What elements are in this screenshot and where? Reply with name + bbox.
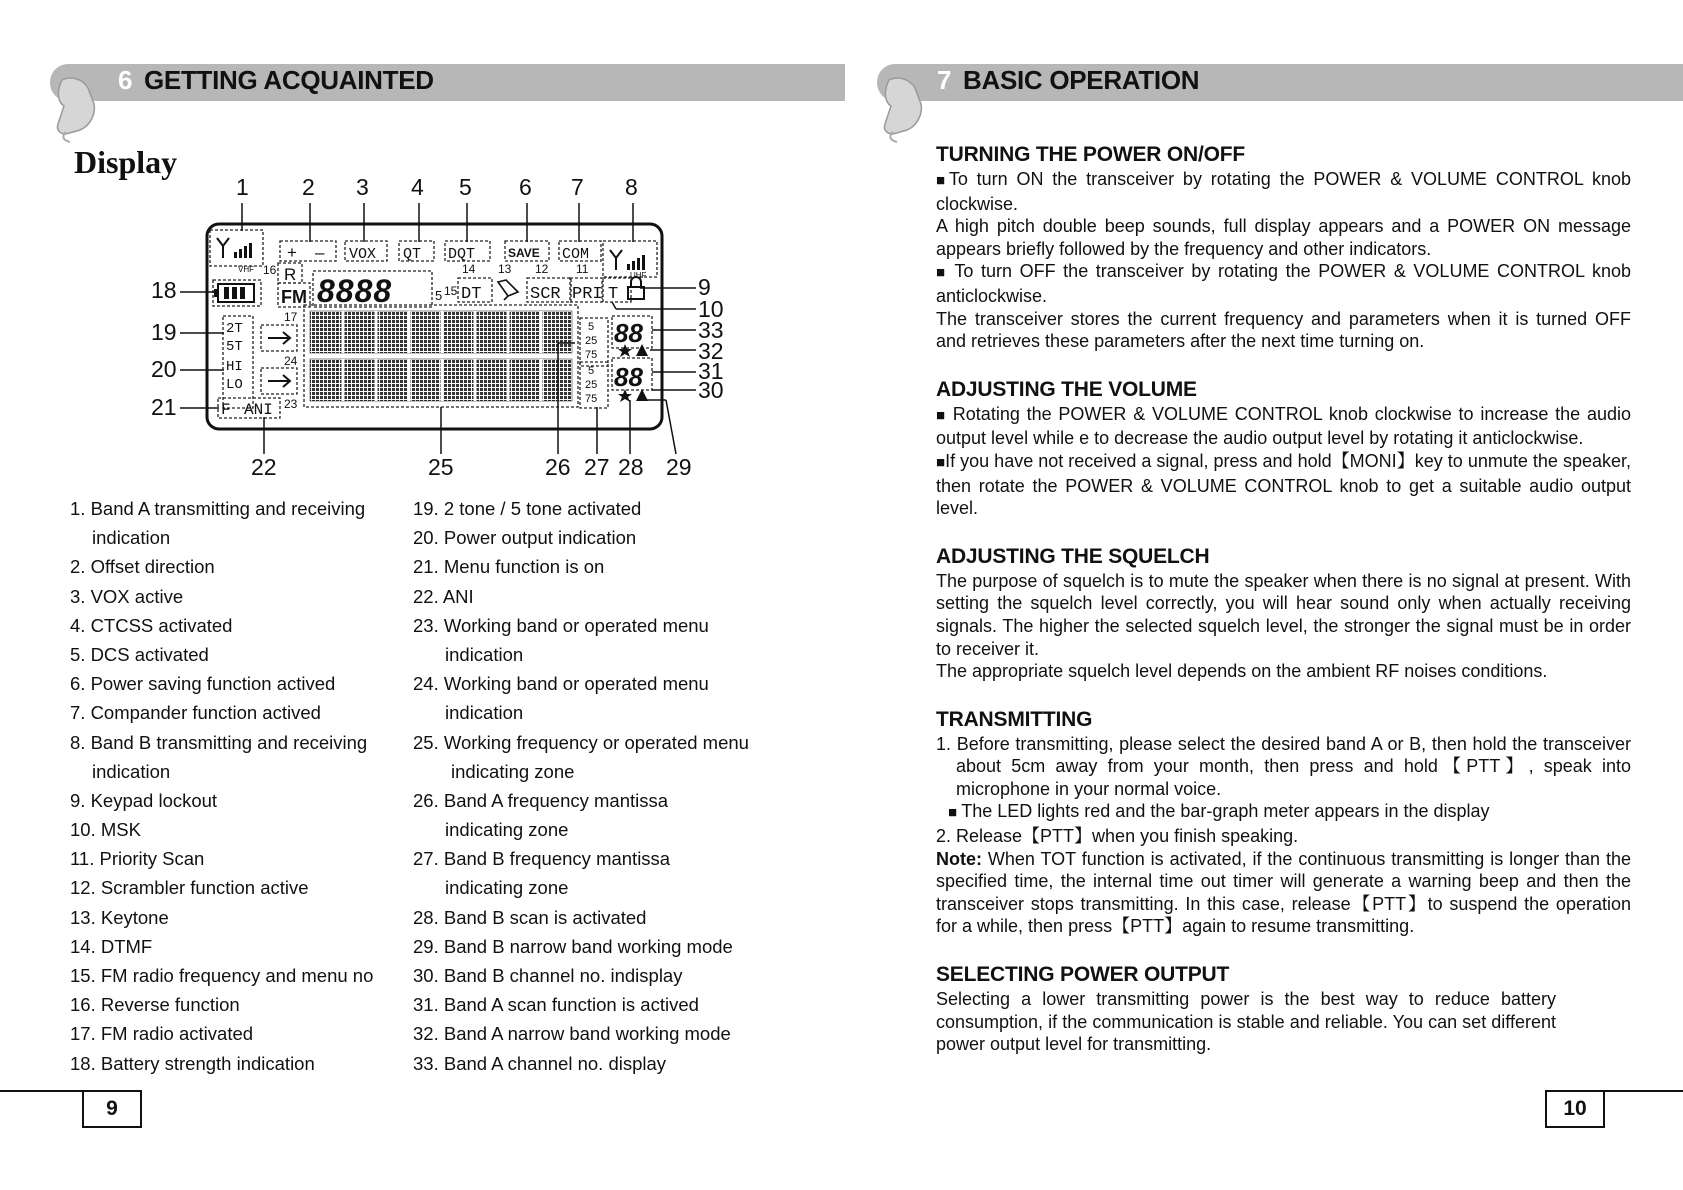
callout-30: 30: [698, 377, 724, 403]
legend-item: 7. Compander function actived: [70, 702, 321, 724]
heading-power-output: SELECTING POWER OUTPUT: [936, 963, 1230, 987]
lcd-mant1-5: 5: [588, 321, 595, 333]
transmit-p2: ■ The LED lights red and the bar-graph meter appears in the display: [948, 801, 1490, 822]
inner-num-15: 15: [444, 284, 458, 298]
battery-icon: [214, 284, 254, 302]
legend-item: 9. Keypad lockout: [70, 789, 218, 811]
legend-item: 18. Battery strength indication: [70, 1052, 315, 1074]
lcd-five-label: 5: [435, 288, 443, 303]
lcd-ch-b-digits: 88: [614, 362, 643, 392]
legend-item: 4. CTCSS activated: [70, 614, 233, 636]
lcd-dt-label: DT: [461, 285, 482, 304]
legend-item: 5. DCS activated: [70, 643, 209, 665]
lcd-minus-label: –: [315, 243, 325, 262]
callout-29: 29: [666, 454, 692, 480]
lcd-fm-label: FM: [281, 287, 307, 307]
page-number: 9: [82, 1090, 142, 1128]
inner-num-24: 24: [284, 354, 298, 368]
inner-num-12: 12: [535, 262, 549, 276]
power-p4: The transceiver stores the current frequency and parameters when it is turned OFF and retrieves these parameters after the next time turning on.: [936, 308, 1631, 352]
heading-power: TURNING THE POWER ON/OFF: [936, 143, 1246, 166]
callout-19: 19: [151, 319, 177, 345]
lcd-hi-label: HI: [226, 359, 243, 375]
legend-item: 8. Band B transmitting and receiving: [70, 731, 368, 753]
lcd-scr-label: SCR: [530, 285, 561, 304]
section-title: BASIC OPERATION: [963, 65, 1200, 95]
lcd-5t-label: 5T: [226, 339, 243, 355]
callout-1: 1: [236, 174, 249, 200]
squelch-p1: The purpose of squelch is to mute the speaker when there is no signal at present. With setting the squelch level correctly, you will hear sound only when actually receiving signals. The higher the selected squelch level, the stronger the signal must be in order to receiver it.: [936, 570, 1631, 659]
legend-item: 10. MSK: [70, 819, 141, 841]
callout-2: 2: [302, 174, 315, 200]
legend-item: 19. 2 tone / 5 tone activated: [413, 498, 642, 519]
inner-num-14: 14: [462, 262, 476, 276]
inner-num-23: 23: [284, 397, 298, 411]
legend-item: 20. Power output indication: [413, 527, 637, 549]
legend-item: 13. Keytone: [70, 906, 169, 928]
legend-item: 17. FM radio activated: [70, 1023, 254, 1045]
legend-item: indication: [445, 643, 524, 665]
lcd-2t-label: 2T: [226, 321, 243, 337]
transmit-p1: 1. Before transmitting, please select the desired band A or B, then hold the transceiver about 5cm away from your month, then press and hold【PTT】, speak into microphone in your normal voice.: [936, 733, 1631, 799]
right-page: [845, 0, 1683, 1190]
section-title: GETTING ACQUAINTED: [144, 65, 434, 95]
lcd-pri-label: PRI: [572, 285, 603, 304]
legend-item: 27. Band B frequency mantissa: [413, 848, 671, 870]
lcd-com-label: COM: [562, 246, 590, 263]
legend-item: 24. Working band or operated menu: [413, 673, 709, 695]
lcd-vox-label: VOX: [349, 246, 377, 263]
bullet-square-icon: ■: [936, 453, 946, 471]
footer-rule: [1601, 1090, 1683, 1092]
legend-item: 1. Band A transmitting and receiving: [70, 498, 366, 519]
heading-squelch: ADJUSTING THE SQUELCH: [936, 544, 1210, 568]
power-p3: ■ To turn OFF the transceiver by rotating the POWER & VOLUME CONTROL knob anticlockwise.: [936, 261, 1631, 306]
lcd-ch-a-digits: 88: [614, 318, 643, 348]
callout-25: 25: [428, 454, 454, 480]
legend-item: 31. Band A scan function is actived: [413, 994, 699, 1016]
lcd-mant2-25: 25: [585, 379, 598, 391]
bullet-square-icon: ■: [936, 406, 953, 424]
callout-28: 28: [618, 454, 644, 480]
callout-5: 5: [459, 174, 472, 200]
bullet-square-icon: ■: [936, 172, 949, 189]
legend-item: 11. Priority Scan: [70, 848, 205, 870]
lcd-uhf-label: UHF: [630, 271, 647, 280]
volume-p1: ■ Rotating the POWER & VOLUME CONTROL knob clockwise to increase the audio output level while e to decrease the audio output level by rotating it anticlockwise.: [936, 403, 1631, 449]
legend-item: indicating zone: [451, 760, 575, 782]
lcd-diagram: [0, 0, 845, 490]
callout-9: 9: [698, 274, 711, 300]
legend-item: indication: [92, 760, 171, 782]
callout-32: 32: [698, 338, 724, 364]
lcd-mant1-25: 25: [585, 335, 598, 347]
lcd-f-label: F: [221, 401, 231, 419]
section-number: 6: [118, 65, 133, 95]
lcd-save-label: SAVE: [508, 246, 540, 260]
legend-item: 14. DTMF: [70, 935, 153, 957]
hand-pointer-icon: [879, 74, 927, 144]
lcd-mant2-5: 5: [588, 365, 595, 377]
heading-transmitting: TRANSMITTING: [936, 707, 1093, 731]
transmit-note: Note: When TOT function is activated, if the continuous transmitting is longer than the specified time, the internal time out timer will generate a warning beep and then the transceiver stops transmitting. In this case, release【PTT】to suspend the operation for a while, then press【PTT】again to resume transmitting.: [936, 848, 1631, 937]
legend-item: 28. Band B scan is activated: [413, 906, 647, 928]
lcd-dqt-label: DQT: [448, 246, 476, 263]
lcd-digits: 8888: [317, 273, 393, 309]
bullet-square-icon: ■: [948, 804, 962, 822]
inner-num-17: 17: [284, 310, 298, 324]
callout-6: 6: [519, 174, 532, 200]
legend-item: indication: [92, 527, 171, 549]
legend-item: 29. Band B narrow band working mode: [413, 935, 733, 957]
footer-rule: [0, 1090, 82, 1092]
legend-item: 3. VOX active: [70, 585, 184, 607]
legend-item: 33. Band A channel no. display: [413, 1052, 667, 1074]
keytone-icon: [498, 280, 518, 300]
inner-num-16: 16: [263, 263, 277, 277]
inner-num-11: 11: [576, 262, 589, 276]
callout-10: 10: [698, 296, 724, 322]
legend-item: 26. Band A frequency mantissa: [413, 789, 669, 811]
squelch-p2: The appropriate squelch level depends on the ambient RF noises conditions.: [936, 661, 1548, 682]
callout-3: 3: [356, 174, 369, 200]
legend-list-left: [70, 494, 373, 1078]
lcd-plus-label: +: [287, 243, 297, 262]
volume-p2: ■If you have not received a signal, press and hold【MONI】key to unmute the speaker, then rotate the POWER & VOLUME CONTROL knob to get a suitable audio output level.: [936, 450, 1631, 519]
power-output-p1: Selecting a lower transmitting power is the best way to reduce battery consumption, if the communication is stable and reliable. You can set different power output level for transmitting.: [936, 989, 1556, 1055]
lcd-qt-label: QT: [403, 246, 422, 263]
legend-item: 2. Offset direction: [70, 556, 215, 578]
lcd-r-label: R: [284, 265, 297, 284]
lcd-vhf-label: VHF: [238, 265, 254, 274]
legend-list-right: [413, 494, 749, 1078]
legend-item: indicating zone: [445, 819, 569, 841]
legend-item: 32. Band A narrow band working mode: [413, 1023, 731, 1045]
lcd-lo-label: LO: [226, 377, 243, 393]
callout-26: 26: [545, 454, 571, 480]
power-p1: ■To turn ON the transceiver by rotating the POWER & VOLUME CONTROL knob clockwise.: [936, 169, 1631, 214]
callout-21: 21: [151, 394, 177, 420]
inner-num-13: 13: [498, 262, 512, 276]
power-p2: A high pitch double beep sounds, full display appears and a POWER ON message appears briefly followed by the frequency and other indicators.: [936, 216, 1631, 259]
callout-20: 20: [151, 356, 177, 382]
legend-item: 21. Menu function is on: [413, 556, 605, 578]
legend-item: 12. Scrambler function active: [70, 877, 309, 899]
page-number: 10: [1545, 1090, 1605, 1128]
callout-33: 33: [698, 317, 724, 343]
heading-volume: ADJUSTING THE VOLUME: [936, 377, 1197, 401]
transmit-p3: 2. Release【PTT】when you finish speaking.: [936, 826, 1299, 847]
legend-item: indication: [445, 702, 524, 724]
lcd-ani-label: ANI: [244, 401, 273, 419]
bullet-square-icon: ■: [936, 264, 955, 282]
legend-item: indicating zone: [445, 877, 569, 899]
lcd-mant1-75: 75: [585, 349, 598, 361]
legend-item: 30. Band B channel no. indisplay: [413, 965, 683, 986]
callout-31: 31: [698, 358, 724, 384]
dot-matrix-zone: [304, 305, 578, 407]
callout-22: 22: [251, 454, 277, 480]
legend-item: 23. Working band or operated menu: [413, 614, 709, 636]
basic-operation-text: [936, 142, 1631, 1056]
callout-4: 4: [411, 174, 424, 200]
lcd-mant2-75: 75: [585, 393, 598, 405]
section-number: 7: [937, 65, 952, 95]
callout-18: 18: [151, 277, 177, 303]
callout-8: 8: [625, 174, 638, 200]
legend-item: 15. FM radio frequency and menu no: [70, 965, 374, 986]
lcd-t-label: T: [608, 285, 619, 304]
display-heading: Display: [74, 144, 178, 180]
legend-item: 6. Power saving function actived: [70, 673, 336, 695]
legend-item: 25. Working frequency or operated menu: [413, 731, 749, 753]
callout-27: 27: [584, 454, 610, 480]
callout-7: 7: [571, 174, 584, 200]
legend-item: 16. Reverse function: [70, 994, 240, 1016]
legend-item: 22. ANI: [413, 585, 474, 607]
